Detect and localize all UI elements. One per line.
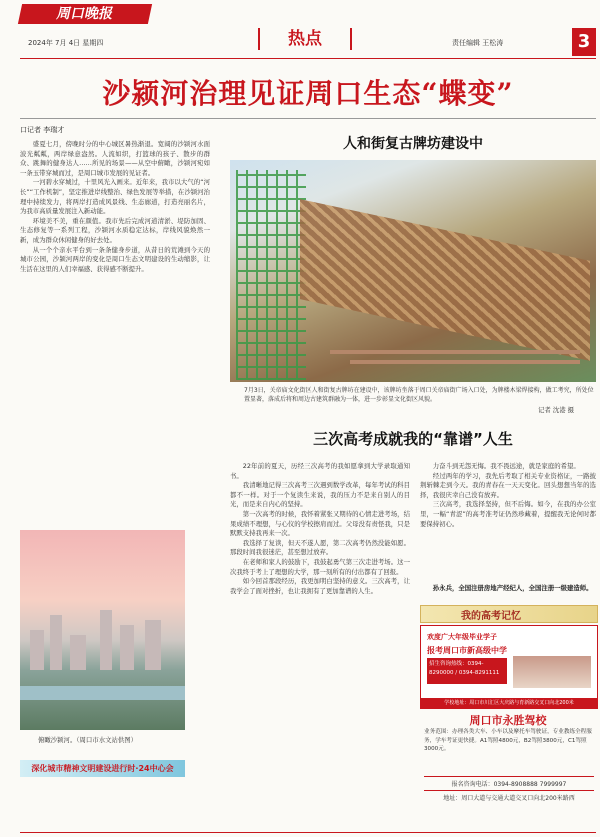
section-title: 热点 xyxy=(258,28,352,50)
article1-paragraph: 从一个个亲水平台到一条条健身步道，从昔日的荒滩到今天的城市公园，沙颍河两岸的变化是周口生态文明建设的生动缩影，让生活在这里的人们幸福感、获得感不断提升。 xyxy=(20,245,210,273)
driving-school-phone: 报名咨询电话：0394-8908888 7999997 xyxy=(424,776,594,788)
photo-building xyxy=(100,610,112,670)
driving-school-address: 地址：周口大道与交通大道交叉口向北200米路西 xyxy=(424,790,594,802)
article3-headline: 三次高考成就我的“靠谱”人生 xyxy=(313,430,513,448)
article3-paragraph: 力奋斗到无怨无悔。我不畏远途，就是家庭的希望。 xyxy=(432,462,580,470)
photo-building xyxy=(50,615,62,670)
editor-credit: 责任编辑 王松涛 xyxy=(452,39,504,47)
memory-banner-label: 我的高考记忆 xyxy=(461,611,521,622)
photo-roof-beams xyxy=(300,199,590,361)
article1-paragraph: 盛夏七月，傍晚时分的中心城区暑热渐退。宽阔的沙颍河水面波光粼粼，两岸绿意盎然。人流如织，打篮球的孩子、散步的群众、跳舞的健身达人……所见的场景——从空中俯瞰，沙颍河宛如一条玉带穿城而过，是周口城市发展的见证者。 xyxy=(20,140,210,177)
photo-building xyxy=(30,630,44,670)
headline-divider xyxy=(20,118,596,119)
header-divider xyxy=(20,58,596,59)
photo-building xyxy=(145,620,161,670)
article1-paragraph: 环境美不美，重在颜值。我市先后完成河道清淤、堤防加固、生态修复等一系列工程，沙颍河水质稳定达标，岸线风貌焕然一新，成为群众休闲健身的好去处。 xyxy=(20,216,210,244)
archway-caption: 7月3日，关帝庙文化街区人和街复古牌坊在建设中，该牌坊坐落于周口关帝庙街广场入口处，为牌楼木梁焊接构，做工考究，所处位置显著，落成后将和周边古建筑群融为一体，进一步彰显文化街区风貌。 xyxy=(244,387,594,403)
author-signature: 孙永兵，全国注册房地产经纪人，全国注册一级建造师。 xyxy=(432,584,593,592)
article-byline: 口记者 李瑞才 xyxy=(20,126,65,134)
photo-beam xyxy=(330,350,580,354)
newspaper-logo: 周口晚报 xyxy=(18,4,152,24)
ad-phone: 招生咨询热线：0394-8290000 / 0394-8291111 xyxy=(427,658,507,684)
article3-paragraph: 我选择了复读，但天不遂人愿，第二次高考仍然没能如愿。那段时间我很迷茫，甚至想过放弃。 xyxy=(230,538,410,557)
driving-school-title: 周口市永胜驾校 xyxy=(469,714,547,727)
article3-paragraph: 三次高考，我选择坚持，但不后悔。如今，在我的办公室里，一幅“青涩”的高考准考证仍然珍藏着，提醒我无论何时都要保持初心。 xyxy=(420,500,596,528)
main-headline: 沙颍河治理见证周口生态“蝶变” xyxy=(102,77,514,110)
issue-date: 2024年 7月 4日 星期四 xyxy=(28,39,104,47)
article3-paragraph: 我清晰地记得三次高考三次遇到数学改革，每年考试的科目都不一样。对于一个复读生来说，我的压力不是来自别人的目光，而是来自内心的坚持。 xyxy=(230,481,410,509)
article3-body-right xyxy=(420,462,596,582)
memory-banner xyxy=(420,605,598,623)
article3-body xyxy=(230,462,410,830)
photo-beam xyxy=(350,360,580,364)
photo-caption: 俯瞰沙颍河。（周口市水文站供图） xyxy=(38,736,138,744)
photo-river xyxy=(20,686,185,700)
article3-paragraph: 第一次高考的时候，我怀着紧张又期待的心情走进考场，结果成绩不理想，与心仪的学校擦肩而过。父母没有责怪我，只是默默支持我再来一次。 xyxy=(230,509,410,538)
photo-building xyxy=(70,635,86,670)
ad-subtitle: 报考周口市新高级中学 xyxy=(427,646,507,655)
article3-paragraph: 22年前的夏天，历经三次高考的我如愿拿到大学录取通知书。 xyxy=(230,462,410,480)
river-aerial-photo xyxy=(20,530,185,730)
school-advertisement xyxy=(420,625,598,709)
ad-address: 学校地址：周口市川汇区大庆路与育新路交叉口向北200米 xyxy=(421,698,597,708)
photo-credit: 记者 沈港 摄 xyxy=(538,406,575,414)
article2-headline: 人和街复古牌坊建设中 xyxy=(343,136,483,152)
photo-scaffold xyxy=(236,170,306,380)
photo-building xyxy=(120,625,134,670)
school-building-photo xyxy=(513,656,591,688)
article3-paragraph: 经过两年的学习，我先后考取了相关专业资格证，一路披荆斩棘走到今天。我的青春在一天天变化。回头想想当年的选择，我很庆幸自己没有放弃。 xyxy=(420,471,596,499)
ad-title: 欢度广大年级毕业学子 xyxy=(427,633,497,641)
driving-school-body: 业务范围：办理各类大车、小车以及摩托车驾驶证，专业教练全程服务，学车考证更快捷。A1驾照4800元，B2驾照3800元，C1驾照3000元。 xyxy=(424,729,592,752)
article3-paragraph: 如今回首那段经历，我更加明白坚持的意义。三次高考，让我学会了面对挫折，也让我拥有了更加靠谱的人生。 xyxy=(230,577,410,595)
article3-paragraph: 在老师和家人的鼓励下，我鼓起勇气第三次走进考场。这一次我终于考上了理想的大学，那一刻所有的付出都有了回报。 xyxy=(230,557,410,576)
civilization-banner: 深化城市精神文明建设进行时·24中心会 xyxy=(20,760,185,777)
archway-construction-photo xyxy=(230,160,596,382)
page-number: 3 xyxy=(572,28,596,56)
article1-paragraph: 一河碧水穿城过，十里风光入画来。近年来，我市以大气的“河长”“工作机制”，坚定推进岸线整治、绿色发展等举措，在沙颍河治理中持续发力，将两岸打造成风景线、生态廊道，打造亮丽名片，为我市高质量发展注入新动能。 xyxy=(20,178,210,216)
footer-divider xyxy=(20,832,596,833)
article1-body xyxy=(20,140,210,510)
